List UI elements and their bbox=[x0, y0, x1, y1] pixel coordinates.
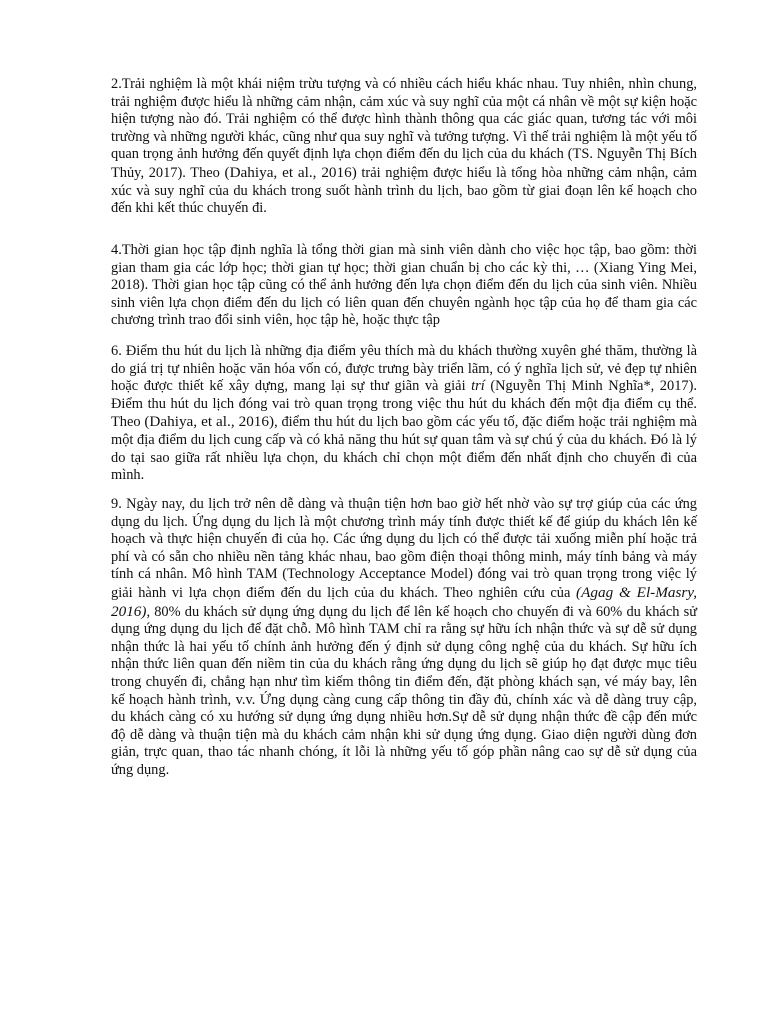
paragraph-text: , 80% du khách sử dụng ứng dụng du lịch để lên kế hoạch cho chuyến đi và 60% du khách sử dụng ứng dụng du lịch để đặt chỗ. Mô hình TAM chỉ ra rằng sự hữu ích nhận thức và sự dễ sử dụng nhận thức là hai yếu tố chính ảnh hưởng đến ý định sử dụng công nghệ của du khách. Sự hữu ích nhận thức liên quan đến niềm tin của du khách rằng ứng dụng du lịch sẽ giúp họ đạt được mục tiêu trong chuyến đi, chẳng hạn như tìm kiếm thông tin điểm đến, đặt phòng khách sạn, vé máy bay, lên kế hoạch hành trình, v.v. Ứng dụng càng cung cấp thông tin đầy đủ, chính xác và dễ dàng truy cập, du khách càng có xu hướng sử dụng ứng dụng nhiều hơn.Sự dễ sử dụng nhận thức đề cập đến mức độ dễ dàng và thuận tiện mà du khách cảm nhận khi sử dụng ứng dụng. Giao diện người dùng đơn giản, trực quan, thao tác nhanh chóng, ít lỗi là những yếu tố góp phần nâng cao sự dễ sử dụng của ứng dụng. bbox=[111, 603, 697, 778]
paragraph-text: 9. Ngày nay, du lịch trở nên dễ dàng và thuận tiện hơn bao giờ hết nhờ vào sự trợ giúp của các ứng dụng du lịch. Ứng dụng du lịch là một chương trình máy tính được thiết kế để giúp du khách lên kế hoạch và thực hiện chuyến đi của họ. Các ứng dụng du lịch có thể được tải xuống miễn phí hoặc trả phí và có sẵn cho nhiều nền tảng khác nhau, bao gồm điện thoại thông minh, máy tính bảng và máy tính cá nhân. Mô hình TAM (Technology Acceptance Model) đóng vai trò quan trọng trong việc lý giải hành vi lựa chọn điểm đến du lịch của du khách. Theo nghiên cứu của bbox=[111, 496, 697, 601]
paragraph-4 bbox=[111, 242, 697, 330]
citation: (Agag & El-Masry, 2016) bbox=[111, 583, 698, 620]
citation: (Dahiya, et al., 2016) bbox=[144, 413, 275, 431]
paragraph-6 bbox=[111, 343, 697, 485]
paragraph-text: trải nghiệm được hiểu là tổng hòa những cảm nhận, cảm xúc và suy nghĩ của du khách trong suốt hành trình du lịch, bao gồm từ giai đoạn lên kế hoạch cho đến khi kết thúc chuyến đi. bbox=[111, 164, 697, 217]
paragraph-text: 6. Điểm thu hút du lịch là những địa điểm yêu thích mà du khách thường xuyên ghé thăm, thường là do giá trị tự nhiên hoặc văn hóa vốn có, được trưng bày triển lãm, có ý nghĩa lịch sử, vẻ đẹp tự nhiên hoặc được thiết kế xây dựng, mang lại sự thư giãn và giải bbox=[111, 343, 697, 395]
paragraph-9 bbox=[111, 496, 697, 780]
paragraph-2 bbox=[111, 76, 697, 218]
paragraph-text: 4.Thời gian học tập định nghĩa là tổng thời gian mà sinh viên dành cho việc học tập, bao gồm: thời gian tham gia các lớp học; thời gian tự học; thời gian chuẩn bị cho các kỳ thi, … (Xiang Ying Mei, 2018). Thời gian học tập cũng có thể ảnh hưởng đến lựa chọn điểm đến du lịch của sinh viên. Nhiều sinh viên lựa chọn điểm đến du lịch có liên quan đến chuyên ngành học tập của họ để tham gia các chương trình trao đổi sinh viên, học tập hè, hoặc thực tập bbox=[111, 242, 697, 329]
paragraph-text: , điểm thu hút du lịch bao gồm các yếu tố, đặc điểm hoặc trải nghiệm mà một địa điểm du lịch cung cấp và có khả năng thu hút sự quan tâm và sự chú ý của du khách. Đó là lý do tại sao giữa rất nhiều lựa chọn, du khách chỉ chọn một điểm đến nhất định cho chuyến đi của mình. bbox=[111, 414, 697, 484]
paragraph-text: (Nguyễn Thị Minh Nghĩa*, 2017). Điểm thu hút du lịch đóng vai trò quan trọng trong việc thu hút du khách đến một địa điểm cụ thể. Theo bbox=[111, 378, 697, 431]
paragraph-text: 2.Trải nghiệm là một khái niệm trừu tượng và có nhiều cách hiểu khác nhau. Tuy nhiên, nhìn chung, trải nghiệm được hiểu là những cảm nhận, cảm xúc và suy nghĩ của một cá nhân về một sự kiện hoặc hiện tượng nào đó. Trải nghiệm có thể được hình thành thông qua các giác quan, tương tác với môi trường và những người khác, cũng như qua suy nghĩ và tưởng tượng. Vì thế trải nghiệm là một yếu tố quan trọng ảnh hưởng đến quyết định lựa chọn điểm đến du lịch của du khách (TS. Nguyễn Thị Bích Thủy, 2017). Theo bbox=[111, 76, 697, 181]
italic-word: trí bbox=[471, 378, 485, 395]
citation: (Dahiya, et al., 2016) bbox=[224, 163, 357, 181]
